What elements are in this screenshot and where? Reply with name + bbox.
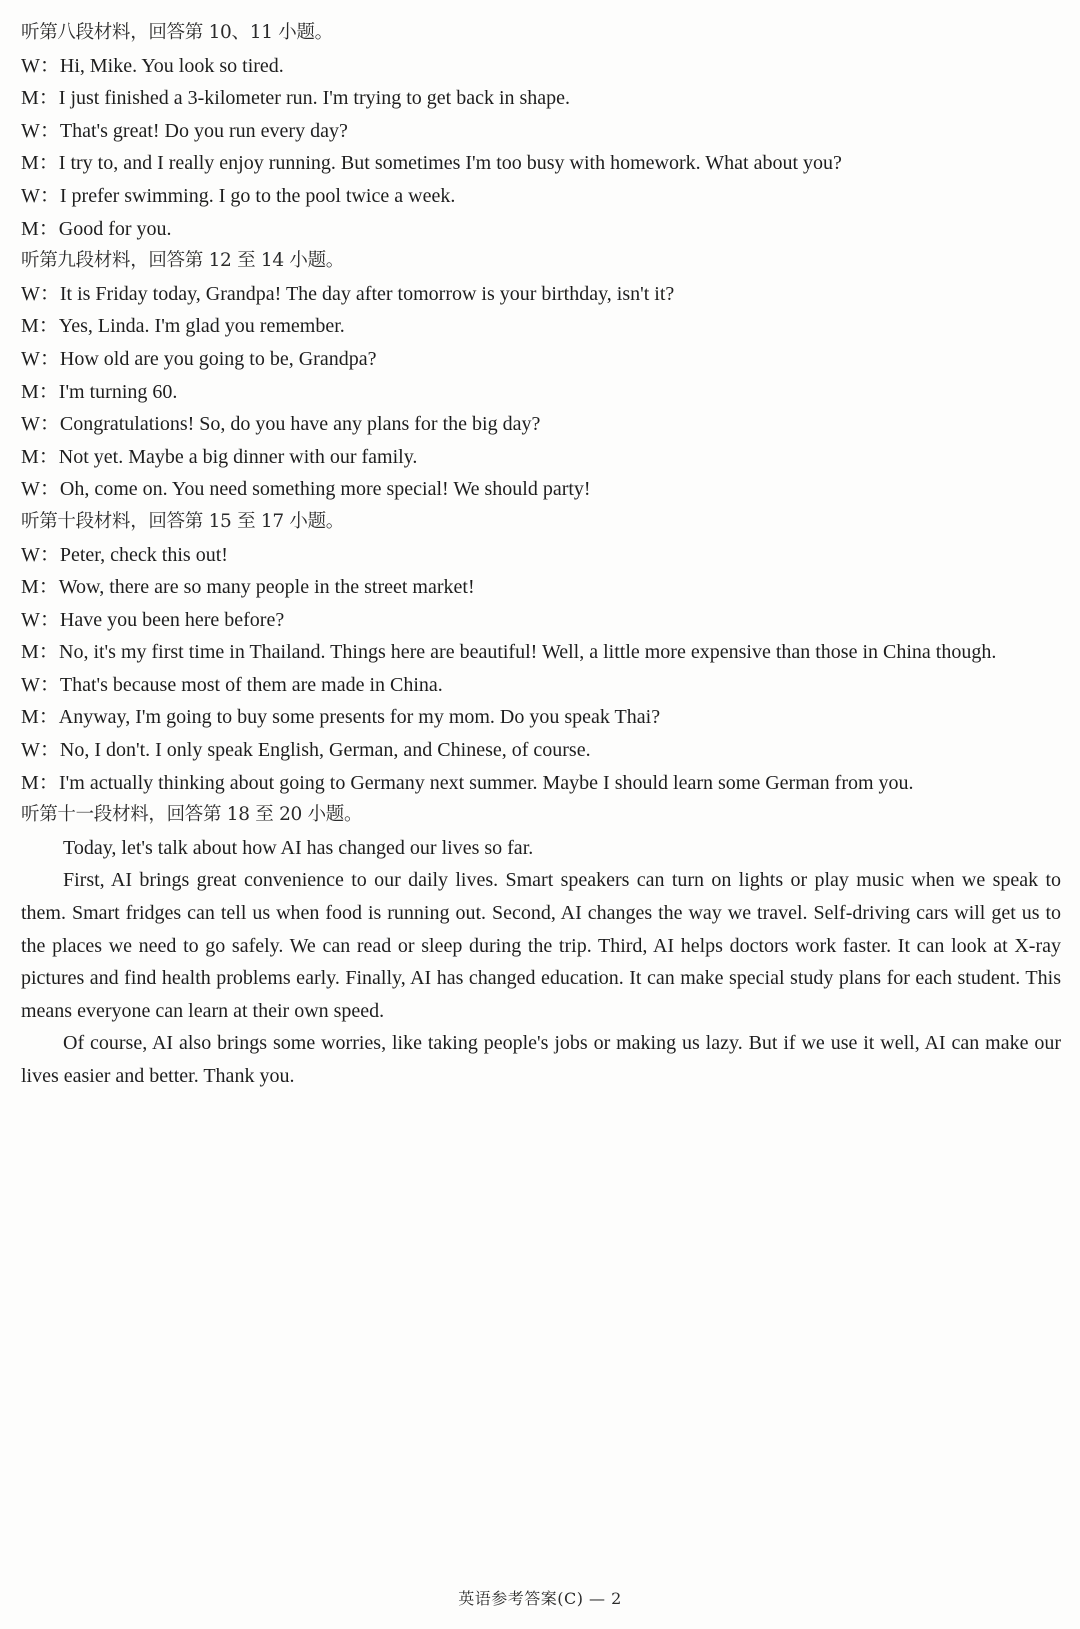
dialogue-line: W：Have you been here before? [21,608,285,631]
dialogue-line: W：I prefer swimming. I go to the pool twice a week. [21,184,456,207]
dialogue-line: W：Hi, Mike. You look so tired. [21,54,284,77]
transcript-content [21,17,1061,1093]
page-footer: 英语参考答案(C) — 2 [458,1589,622,1608]
dialogue-line-wrapped [21,636,1061,669]
dialogue-line: W：How old are you going to be, Grandpa? [21,347,377,370]
monologue-paragraph: Today, let's talk about how AI has changed our lives so far. [63,836,534,859]
section-heading: 听第十段材料，回答第 15 至 17 小题。 [21,510,345,532]
dialogue-line: W：That's because most of them are made in China. [21,673,443,696]
dialogue-line: W：Peter, check this out! [21,543,228,566]
dialogue-line: M：I just finished a 3-kilometer run. I'm trying to get back in shape. [21,87,571,110]
dialogue-line-wrapped [21,767,1061,800]
dialogue-line: M：Yes, Linda. I'm glad you remember. [21,315,345,338]
dialogue-line: M：Anyway, I'm going to buy some presents for my mom. Do you speak Thai? [21,706,661,729]
dialogue-line: M：I'm turning 60. [21,380,178,403]
section-heading: 听第八段材料，回答第 10、11 小题。 [21,22,333,43]
dialogue-line: W：No, I don't. I only speak English, German, and Chinese, of course. [21,739,591,762]
section-heading: 听第十一段材料，回答第 18 至 20 小题。 [21,804,363,826]
speaker-label: M： [21,771,59,794]
dialogue-line: W：Congratulations! So, do you have any plans for the big day? [21,413,541,436]
monologue-paragraph: First, AI brings great convenience to our daily lives. Smart speakers can turn on lights or play music when we speak to them. Smart fridges can tell us when food is running out. Second, AI changes the way we travel. Self-driving cars will get us to the places we need to go safely. We can read or sleep during the trip. Third, AI helps doctors work faster. It can look at X-ray pictures and find health problems early. Finally, AI has changed education. It can make special study plans for each student. This means everyone can learn at their own speed. [21,869,1061,1022]
section-heading: 听第九段材料，回答第 12 至 14 小题。 [21,250,345,272]
dialogue-line: M：Good for you. [21,217,172,240]
dialogue-text: I'm actually thinking about going to Germany next summer. Maybe I should learn some German from you. [59,771,914,794]
monologue-paragraph: Of course, AI also brings some worries, like taking people's jobs or making us lazy. But if we use it well, AI can make our lives easier and better. Thank you. [21,1032,1061,1087]
dialogue-text: No, it's my first time in Thailand. Things here are beautiful! Well, a little more expensive than those in China though. [59,641,997,664]
dialogue-line: M：Wow, there are so many people in the street market! [21,576,475,599]
dialogue-line: M：I try to, and I really enjoy running. But sometimes I'm too busy with homework. What about you? [21,152,842,175]
dialogue-line: W：It is Friday today, Grandpa! The day after tomorrow is your birthday, isn't it? [21,282,675,305]
dialogue-line: W：That's great! Do you run every day? [21,119,348,142]
dialogue-line: M：Not yet. Maybe a big dinner with our family. [21,445,418,468]
speaker-label: M： [21,641,59,664]
dialogue-line: W：Oh, come on. You need something more special! We should party! [21,478,591,501]
